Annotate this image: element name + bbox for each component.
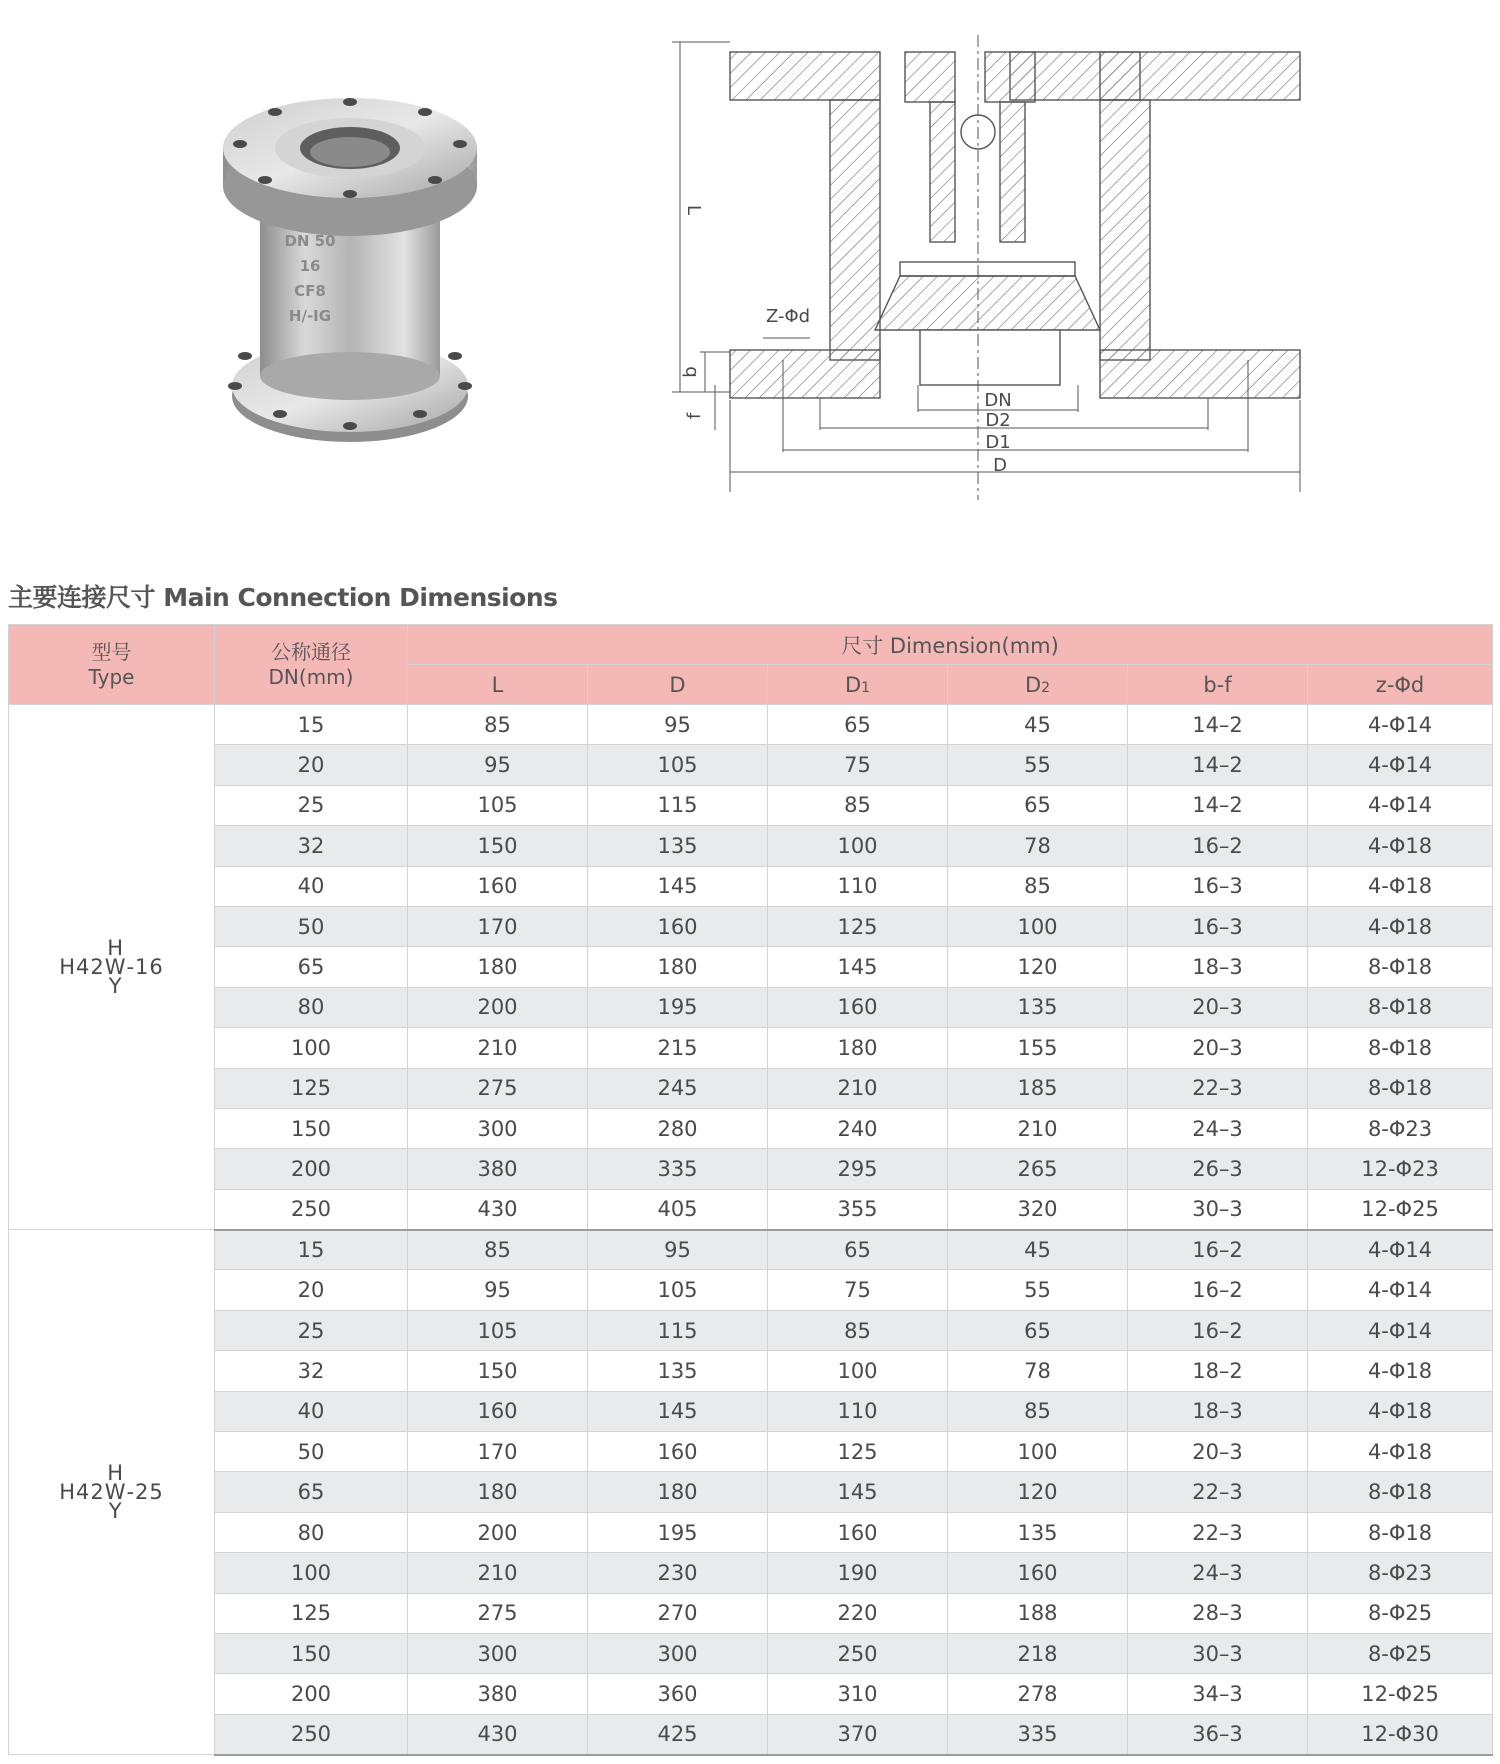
dimension-cell: 65: [948, 1310, 1128, 1350]
type-label: [59, 1460, 164, 1523]
table-row: [9, 1714, 1493, 1754]
dimension-cell: 240: [768, 1108, 948, 1148]
dimension-cell: 360: [588, 1674, 768, 1714]
dimension-cell: 45: [948, 705, 1128, 745]
stamp-line: DN 50: [284, 232, 336, 250]
dimension-cell: 185: [948, 1068, 1128, 1108]
type-material-bot: Y: [108, 973, 123, 998]
table-row: [9, 1674, 1493, 1714]
type-material-mid: W: [104, 954, 127, 979]
dimension-cell: 430: [408, 1714, 588, 1754]
column-header-subscript: 2: [1041, 679, 1051, 696]
table-row: [9, 947, 1493, 987]
dn-cell: 32: [215, 826, 408, 866]
dn-cell: 125: [215, 1593, 408, 1633]
dimension-cell: 8-Φ18: [1308, 987, 1493, 1027]
dimension-cell: 22–3: [1128, 1512, 1308, 1552]
type-label: [59, 935, 164, 998]
table-row: [9, 906, 1493, 946]
dimension-cell: 135: [588, 1351, 768, 1391]
table-row: [9, 1633, 1493, 1673]
dimension-cell: 65: [768, 705, 948, 745]
dimension-cell: 278: [948, 1674, 1128, 1714]
dimension-cell: 250: [768, 1633, 948, 1673]
dimension-cell: 4-Φ18: [1308, 1391, 1493, 1431]
table-row: [9, 1270, 1493, 1310]
dimension-cell: 4-Φ18: [1308, 1432, 1493, 1472]
dimension-cell: 18–3: [1128, 947, 1308, 987]
dimension-cell: 100: [948, 1432, 1128, 1472]
dimension-cell: 335: [948, 1714, 1128, 1754]
dimension-cell: 18–2: [1128, 1351, 1308, 1391]
type-material-bot: Y: [108, 1498, 123, 1523]
dimension-cell: 145: [768, 947, 948, 987]
dn-cell: 15: [215, 705, 408, 745]
dimension-cell: 45: [948, 1230, 1128, 1270]
dimension-cell: 188: [948, 1593, 1128, 1633]
table-row: [9, 987, 1493, 1027]
dimension-cell: 4-Φ18: [1308, 906, 1493, 946]
type-cell: [9, 1230, 215, 1755]
table-row: [9, 1068, 1493, 1108]
dimension-cell: 55: [948, 1270, 1128, 1310]
dimension-cell: 75: [768, 1270, 948, 1310]
dimension-cell: 280: [588, 1108, 768, 1148]
dimension-cell: 16–2: [1128, 1310, 1308, 1350]
dimension-cell: 8-Φ18: [1308, 1068, 1493, 1108]
dimension-cell: 220: [768, 1593, 948, 1633]
dimension-cell: 275: [408, 1068, 588, 1108]
dimension-cell: 8-Φ18: [1308, 1028, 1493, 1068]
dimension-cell: 300: [588, 1633, 768, 1673]
dimension-cell: 210: [408, 1028, 588, 1068]
dimension-cell: 100: [948, 906, 1128, 946]
dimension-cell: 18–3: [1128, 1391, 1308, 1431]
dimension-cell: 85: [768, 785, 948, 825]
dimension-cell: 95: [408, 745, 588, 785]
dimension-cell: 195: [588, 987, 768, 1027]
stamp-line: CF8: [294, 282, 326, 300]
dimension-cell: 160: [588, 1432, 768, 1472]
dimension-cell: 370: [768, 1714, 948, 1754]
dimension-cell: 425: [588, 1714, 768, 1754]
type-material-top: H: [107, 1460, 124, 1485]
section-title: 主要连接尺寸 Main Connection Dimensions: [8, 583, 558, 612]
table-row: [9, 1230, 1493, 1270]
table-row: [9, 745, 1493, 785]
label-b: b: [680, 366, 701, 378]
column-header-d: [588, 665, 768, 705]
dimension-cell: 8-Φ18: [1308, 1512, 1493, 1552]
dimension-cell: 30–3: [1128, 1189, 1308, 1229]
dn-cell: 250: [215, 1714, 408, 1754]
dimension-cell: 55: [948, 745, 1128, 785]
column-header-main: z-Φd: [1375, 672, 1425, 697]
dn-cell: 65: [215, 947, 408, 987]
header-type-cn: 型号: [91, 639, 132, 664]
column-header-l: [408, 665, 588, 705]
dimension-cell: 135: [948, 1512, 1128, 1552]
dimension-cell: 380: [408, 1674, 588, 1714]
dimension-cell: 218: [948, 1633, 1128, 1673]
dimension-cell: 65: [768, 1230, 948, 1270]
dimension-cell: 105: [408, 785, 588, 825]
table-row: [9, 826, 1493, 866]
dn-cell: 100: [215, 1028, 408, 1068]
table-row: [9, 1028, 1493, 1068]
column-header-d1: [768, 665, 948, 705]
dimension-cell: 135: [588, 826, 768, 866]
dimension-cell: 20–3: [1128, 1432, 1308, 1472]
dimension-cell: 95: [588, 1230, 768, 1270]
dimension-cell: 160: [408, 866, 588, 906]
dimension-cell: 160: [948, 1553, 1128, 1593]
header-type-en: Type: [88, 664, 135, 689]
dimension-cell: 14–2: [1128, 705, 1308, 745]
dimension-cell: 155: [948, 1028, 1128, 1068]
dimension-cell: 120: [948, 1472, 1128, 1512]
column-header-subscript: 1: [861, 679, 871, 696]
dimension-cell: 20–3: [1128, 987, 1308, 1027]
dimension-cell: 36–3: [1128, 1714, 1308, 1754]
dn-cell: 65: [215, 1472, 408, 1512]
dimension-cell: 4-Φ18: [1308, 866, 1493, 906]
header-dn-en: DN(mm): [268, 664, 354, 689]
dimension-cell: 125: [768, 906, 948, 946]
label-z-phi-d: Z-Φd: [765, 306, 811, 327]
column-header-main: D: [844, 672, 862, 697]
dimensions-table: [8, 624, 1493, 1756]
dimension-cell: 85: [768, 1310, 948, 1350]
dimension-cell: 430: [408, 1189, 588, 1229]
dimension-cell: 150: [408, 1351, 588, 1391]
dimension-cell: 180: [408, 1472, 588, 1512]
dimension-cell: 245: [588, 1068, 768, 1108]
dimension-cell: 200: [408, 1512, 588, 1552]
dimension-cell: 4-Φ14: [1308, 1310, 1493, 1350]
dimension-cell: 34–3: [1128, 1674, 1308, 1714]
stamp-line: 16: [299, 257, 321, 275]
dimension-cell: 320: [948, 1189, 1128, 1229]
type-material-top: H: [107, 935, 124, 960]
table-row: [9, 1149, 1493, 1189]
dimension-cell: 24–3: [1128, 1108, 1308, 1148]
dimension-cell: 115: [588, 1310, 768, 1350]
table-row: [9, 1189, 1493, 1229]
dimension-cell: 16–3: [1128, 866, 1308, 906]
dimension-cell: 8-Φ25: [1308, 1633, 1493, 1673]
dimension-cell: 270: [588, 1593, 768, 1633]
type-material-mid: W: [104, 1479, 127, 1504]
dn-cell: 20: [215, 745, 408, 785]
dimension-cell: 180: [768, 1028, 948, 1068]
dimension-cell: 180: [588, 1472, 768, 1512]
dimension-cell: 14–2: [1128, 785, 1308, 825]
dimension-cell: 300: [408, 1633, 588, 1673]
column-header-z-phi-d: [1308, 665, 1493, 705]
dimension-cell: 160: [768, 1512, 948, 1552]
dimension-cell: 14–2: [1128, 745, 1308, 785]
dimension-cell: 105: [588, 1270, 768, 1310]
dn-cell: 32: [215, 1351, 408, 1391]
dimension-cell: 200: [408, 987, 588, 1027]
dimension-cell: 105: [408, 1310, 588, 1350]
dn-cell: 25: [215, 785, 408, 825]
dimension-cell: 95: [588, 705, 768, 745]
type-cell: [9, 705, 215, 1230]
dn-cell: 15: [215, 1230, 408, 1270]
dimension-cell: 145: [768, 1472, 948, 1512]
dimension-cell: 125: [768, 1432, 948, 1472]
label-d1: D1: [985, 432, 1011, 453]
dn-cell: 80: [215, 987, 408, 1027]
type-prefix: H42: [59, 955, 105, 980]
dn-cell: 200: [215, 1674, 408, 1714]
type-suffix: -16: [126, 955, 164, 980]
dn-cell: 80: [215, 1512, 408, 1552]
label-d: D: [993, 455, 1007, 476]
column-header-main: L: [491, 672, 504, 697]
table-row: [9, 1108, 1493, 1148]
dimension-cell: 380: [408, 1149, 588, 1189]
dimension-cell: 4-Φ14: [1308, 745, 1493, 785]
dimension-cell: 115: [588, 785, 768, 825]
dn-cell: 100: [215, 1553, 408, 1593]
header-dn-cn: 公称通径: [271, 639, 351, 664]
type-prefix: H42: [59, 1480, 105, 1505]
dimension-cell: 16–2: [1128, 826, 1308, 866]
dimension-cell: 100: [768, 1351, 948, 1391]
table-row: [9, 1310, 1493, 1350]
dimension-cell: 8-Φ23: [1308, 1553, 1493, 1593]
dimension-cell: 8-Φ23: [1308, 1108, 1493, 1148]
dimension-cell: 145: [588, 866, 768, 906]
dimension-cell: 265: [948, 1149, 1128, 1189]
dimension-cell: 20–3: [1128, 1028, 1308, 1068]
table-row: [9, 1512, 1493, 1552]
dimension-cell: 12-Φ25: [1308, 1189, 1493, 1229]
table-row: [9, 1593, 1493, 1633]
dimension-cell: 355: [768, 1189, 948, 1229]
type-material-stack: [104, 1460, 127, 1523]
dimension-cell: 16–3: [1128, 906, 1308, 946]
column-header-main: b-f: [1203, 672, 1232, 697]
label-dn: DN: [984, 390, 1012, 411]
dimension-cell: 4-Φ14: [1308, 1270, 1493, 1310]
dn-cell: 50: [215, 1432, 408, 1472]
column-header-d2: [948, 665, 1128, 705]
dimension-cell: 170: [408, 1432, 588, 1472]
dimension-cell: 135: [948, 987, 1128, 1027]
dn-cell: 25: [215, 1310, 408, 1350]
header-dn: [215, 625, 408, 705]
dimension-cell: 210: [408, 1553, 588, 1593]
dimension-cell: 105: [588, 745, 768, 785]
dimension-cell: 75: [768, 745, 948, 785]
dimension-cell: 110: [768, 866, 948, 906]
dimension-cell: 145: [588, 1391, 768, 1431]
cross-section-drawing: [660, 30, 1320, 530]
column-header-main: D: [1024, 672, 1042, 697]
dimension-cell: 12-Φ25: [1308, 1674, 1493, 1714]
dimension-cell: 160: [408, 1391, 588, 1431]
dn-cell: 250: [215, 1189, 408, 1229]
dimension-cell: 85: [948, 866, 1128, 906]
valve-product-photo: [205, 96, 495, 446]
dimension-cell: 215: [588, 1028, 768, 1068]
dimension-cell: 24–3: [1128, 1553, 1308, 1593]
table-row: [9, 1553, 1493, 1593]
table-row: [9, 705, 1493, 745]
label-l: L: [683, 204, 704, 216]
dimension-cell: 26–3: [1128, 1149, 1308, 1189]
dn-cell: 40: [215, 1391, 408, 1431]
dimension-cell: 4-Φ14: [1308, 785, 1493, 825]
dimension-cell: 170: [408, 906, 588, 946]
dimension-cell: 405: [588, 1189, 768, 1229]
dimension-cell: 12-Φ23: [1308, 1149, 1493, 1189]
label-f: f: [684, 412, 705, 420]
dimension-cell: 160: [588, 906, 768, 946]
table-row: [9, 866, 1493, 906]
dn-cell: 50: [215, 906, 408, 946]
dimension-cell: 16–2: [1128, 1270, 1308, 1310]
table-row: [9, 1391, 1493, 1431]
table-row: [9, 1472, 1493, 1512]
type-suffix: -25: [126, 1480, 164, 1505]
dn-cell: 150: [215, 1633, 408, 1673]
stamp-line: H/-IG: [288, 307, 332, 325]
type-material-stack: [104, 935, 127, 998]
dimension-cell: 8-Φ18: [1308, 1472, 1493, 1512]
dimension-cell: 12-Φ30: [1308, 1714, 1493, 1754]
dimension-cell: 295: [768, 1149, 948, 1189]
dimension-cell: 210: [768, 1068, 948, 1108]
dn-cell: 125: [215, 1068, 408, 1108]
dn-cell: 40: [215, 866, 408, 906]
dimension-cell: 335: [588, 1149, 768, 1189]
dimension-cell: 4-Φ14: [1308, 1230, 1493, 1270]
dimension-cell: 30–3: [1128, 1633, 1308, 1673]
dimension-cell: 120: [948, 947, 1128, 987]
header-type: [9, 625, 215, 705]
dimension-cell: 28–3: [1128, 1593, 1308, 1633]
header-dimension: 尺寸 Dimension(mm): [408, 625, 1493, 665]
dimension-cell: 195: [588, 1512, 768, 1552]
dimension-cell: 65: [948, 785, 1128, 825]
table-row: [9, 1432, 1493, 1472]
dimension-cell: 150: [408, 826, 588, 866]
dimension-cell: 85: [408, 705, 588, 745]
dimension-cell: 180: [408, 947, 588, 987]
dimension-cell: 160: [768, 987, 948, 1027]
dimension-cell: 190: [768, 1553, 948, 1593]
dimension-cell: 8-Φ25: [1308, 1593, 1493, 1633]
dimension-cell: 275: [408, 1593, 588, 1633]
dimension-cell: 16–2: [1128, 1230, 1308, 1270]
dimension-cell: 4-Φ14: [1308, 705, 1493, 745]
dimension-cell: 85: [948, 1391, 1128, 1431]
label-d2: D2: [985, 410, 1011, 431]
table-row: [9, 785, 1493, 825]
dimension-cell: 78: [948, 826, 1128, 866]
dimension-cell: 85: [408, 1230, 588, 1270]
dimension-cell: 8-Φ18: [1308, 947, 1493, 987]
dimension-cell: 230: [588, 1553, 768, 1593]
dimension-cell: 300: [408, 1108, 588, 1148]
dimension-cell: 22–3: [1128, 1068, 1308, 1108]
dn-cell: 20: [215, 1270, 408, 1310]
dn-cell: 150: [215, 1108, 408, 1148]
dimension-cell: 4-Φ18: [1308, 826, 1493, 866]
dimension-cell: 210: [948, 1108, 1128, 1148]
dn-cell: 200: [215, 1149, 408, 1189]
dimension-cell: 100: [768, 826, 948, 866]
dimension-cell: 78: [948, 1351, 1128, 1391]
column-header-b-f: [1128, 665, 1308, 705]
column-header-main: D: [669, 672, 686, 697]
table-row: [9, 1351, 1493, 1391]
dimension-cell: 95: [408, 1270, 588, 1310]
dimension-cell: 22–3: [1128, 1472, 1308, 1512]
dimension-cell: 180: [588, 947, 768, 987]
dimension-cell: 110: [768, 1391, 948, 1431]
dimension-cell: 4-Φ18: [1308, 1351, 1493, 1391]
dimension-cell: 310: [768, 1674, 948, 1714]
